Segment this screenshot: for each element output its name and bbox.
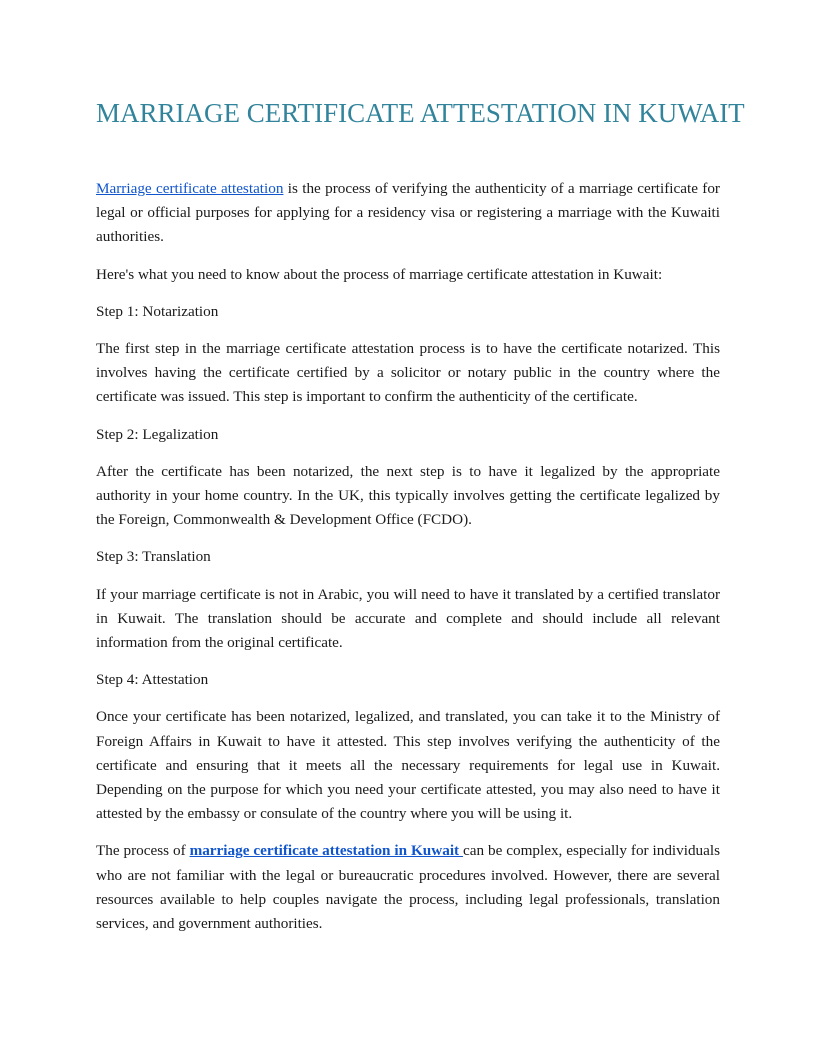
step-1-text: The first step in the marriage certificate attestation process is to have the certificate notarized. This involves having the certificate certified by a solicitor or notary public in the country where the certificate was issued. This step is important to confirm the authenticity of the certificate. — [96, 340, 720, 406]
conclusion-text-after: can be complex, especially for individuals who are not familiar with the legal or bureaucratic procedures involved. However, there are several resources available to help couples navigate the process, including legal professionals, translation services, and government authorities. — [96, 842, 721, 933]
step-3-text: If your marriage certificate is not in Arabic, you will need to have it translated by a certified translator in Kuwait. The translation should be accurate and complete and should include all relevant information from the original certificate. — [96, 585, 720, 652]
step-2-text: After the certificate has been notarized, the next step is to have it legalized by the appropriate authority in your home country. In the UK, this typically involves getting the certificate legalized by the Foreign, Commonwealth & Development Office (FCDO). — [96, 462, 720, 529]
page-title: MARRIAGE CERTIFICATE ATTESTATION IN KUWAIT — [96, 98, 745, 128]
marriage-certificate-attestation-link[interactable]: Marriage certificate attestation — [96, 180, 284, 197]
step-3-heading: Step 3: Translation — [96, 548, 211, 566]
intro-text: is the process of verifying the authenticity of a marriage certificate for legal or official purposes for applying for a residency visa or registering a marriage with the Kuwaiti authorities. — [96, 180, 720, 246]
step-4-text: Once your certificate has been notarized, legalized, and translated, you can take it to the Ministry of Foreign Affairs in Kuwait to have it attested. This step involves verifying the authenticity of the certificate and ensuring that it meets all the necessary requirements for legal use in Kuwait. Depending on the purpose for which you need your certificate attested, you may also need to have it attested by the embassy or consulate of the country where you will be using it. — [96, 708, 720, 823]
step-4-heading: Step 4: Attestation — [96, 671, 209, 689]
marriage-certificate-attestation-kuwait-link[interactable]: marriage certificate attestation in Kuwait — [189, 842, 464, 860]
conclusion-text-before: The process of — [96, 842, 190, 860]
conclusion-paragraph — [96, 839, 720, 936]
document-body — [96, 177, 720, 949]
lead-paragraph: Here's what you need to know about the process of marriage certificate attestation in Kuwait: — [96, 265, 663, 283]
step-1-heading: Step 1: Notarization — [96, 302, 219, 320]
intro-paragraph — [96, 177, 720, 250]
step-2-heading: Step 2: Legalization — [96, 425, 219, 443]
